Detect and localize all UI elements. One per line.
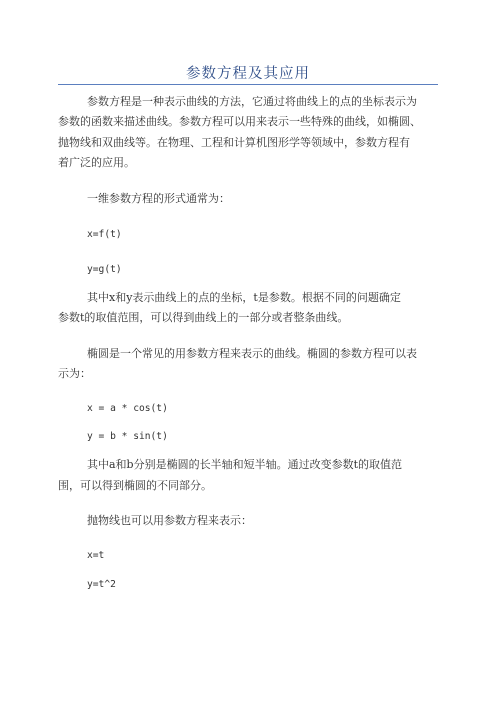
paragraph-line: 参数t的取值范围，可以得到曲线上的一部分或者整条曲线。	[58, 311, 349, 324]
paragraph-line: 参数的函数来描述曲线。参数方程可以用来表示一些特殊的曲线，如椭圆、	[58, 115, 421, 128]
document-title: 参数方程及其应用	[186, 66, 310, 82]
paragraph-line: 参数方程是一种表示曲线的方法，它通过将曲线上的点的坐标表示为	[87, 95, 417, 108]
paragraph-line: 抛物线也可以用参数方程来表示：	[87, 514, 252, 527]
paragraph-line: 着广泛的应用。	[58, 156, 135, 169]
paragraph-line: 抛物线和双曲线等。在物理、工程和计算机图形学等领域中，参数方程有	[58, 136, 410, 149]
equation-line: x=t	[87, 550, 105, 561]
equation-line: x = a * cos(t)	[87, 403, 168, 414]
equation-line: y=g(t)	[87, 264, 122, 275]
paragraph-line: 围，可以得到椭圆的不同部分。	[58, 479, 212, 492]
equation-line: x=f(t)	[87, 229, 122, 240]
paragraph-line: 椭圆是一个常见的用参数方程来表示的曲线。椭圆的参数方程可以表	[87, 347, 417, 360]
paragraph-line: 示为：	[58, 367, 91, 380]
title-underline	[58, 84, 438, 85]
paragraph-line: 其中x和y表示曲线上的点的坐标，t是参数。根据不同的问题确定	[87, 291, 401, 304]
paragraph-line: 其中a和b分别是椭圆的长半轴和短半轴。通过改变参数t的取值范	[87, 458, 403, 471]
paragraph-line: 一维参数方程的形式通常为：	[87, 192, 230, 205]
equation-line: y=t^2	[87, 579, 116, 590]
equation-line: y = b * sin(t)	[87, 431, 168, 442]
